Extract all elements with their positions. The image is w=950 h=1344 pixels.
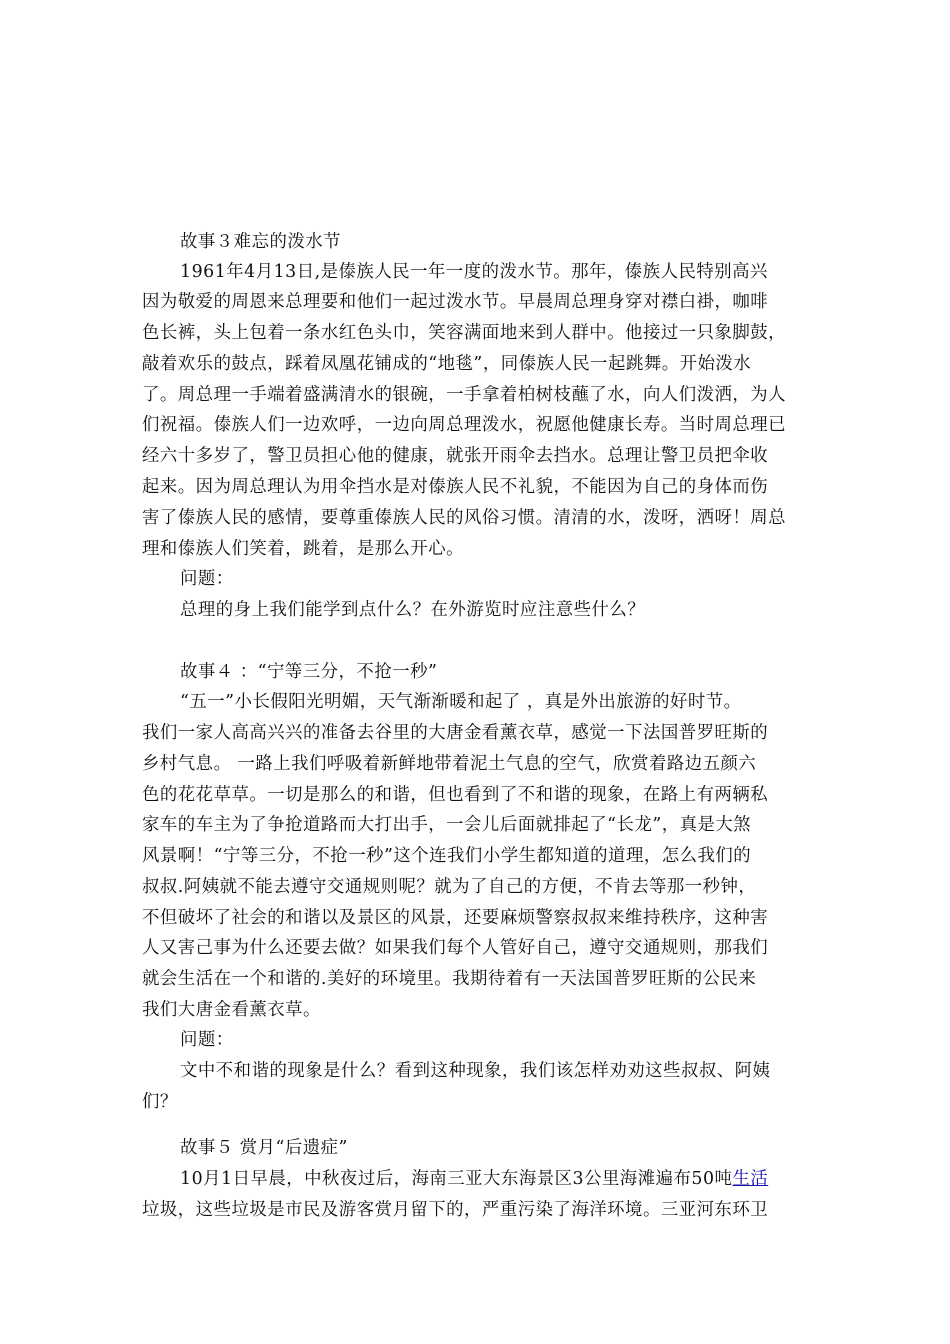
story4-line: 乡村气息。 一路上我们呼吸着新鲜地带着泥土气息的空气，欣赏着路边五颜六 [142,754,757,774]
life-link[interactable]: 生活 [732,1169,769,1189]
story4-line: 风景啊！“宁等三分，不抢一秒”这个连我们小学生都知道的道理，怎么我们的 [142,846,752,866]
story4-line: 叔叔.阿姨就不能去遵守交通规则呢？就为了自己的方便，不肯去等那一秒钟， [142,877,757,897]
story4-line: 就会生活在一个和谐的.美好的环境里。我期待着有一天法国普罗旺斯的公民来 [142,969,757,989]
story4-title: 故事４ ：“宁等三分，不抢一秒” [180,662,438,682]
story4-line: 我们大唐金看薰衣草。 [142,1000,321,1020]
story4-line: “五一”小长假阳光明媚，天气渐渐暖和起了 ，真是外出旅游的好时节。 [180,692,742,712]
story3-line: 色长裤，头上包着一条水红色头巾，笑容满面地来到人群中。他接过一只象脚鼓， [142,323,787,343]
story3-question-label: 问题： [180,569,234,589]
story5-line: 垃圾，这些垃圾是市民及游客赏月留下的，严重污染了海洋环境。三亚河东环卫 [142,1200,769,1220]
story3-line: 因为敬爱的周恩来总理要和他们一起过泼水节。早晨周总理身穿对襟白褂，咖啡 [142,292,769,312]
story4-question-label: 问题： [180,1030,234,1050]
story3-line: 经六十多岁了，警卫员担心他的健康，就张开雨伞去挡水。总理让警卫员把伞收 [142,446,769,466]
story5-line-text: 10月1日早晨，中秋夜过后，海南三亚大东海景区3公里海滩遍布50吨 [180,1169,733,1189]
story4-line: 人又害己事为什么还要去做？如果我们每个人管好自己，遵守交通规则，那我们 [142,938,769,958]
story3-question: 总理的身上我们能学到点什么？在外游览时应注意些什么？ [180,600,646,620]
story3-line: 起来。因为周总理认为用伞挡水是对傣族人民不礼貌，不能因为自己的身体而伤 [142,477,769,497]
story3-line: 理和傣族人们笑着，跳着，是那么开心。 [142,539,465,559]
story4-line: 色的花花草草。一切是那么的和谐，但也看到了不和谐的现象，在路上有两辆私 [142,785,769,805]
story4-line: 家车的车主为了争抢道路而大打出手，一会儿后面就排起了“长龙”，真是大煞 [142,815,752,835]
story3-line: 了。周总理一手端着盛满清水的银碗，一手拿着柏树枝蘸了水，向人们泼洒，为人 [142,385,787,405]
story4-question: 文中不和谐的现象是什么？看到这种现象，我们该怎样劝劝这些叔叔、阿姨 [180,1061,771,1081]
story4-line: 不但破坏了社会的和谐以及景区的风景，还要麻烦警察叔叔来维持秩序，这种害 [142,908,769,928]
story4-question: 们？ [142,1092,178,1112]
story5-line [180,1169,850,1189]
story5-title: 故事５ 赏月“后遗症” [180,1138,348,1158]
story3-title: 故事３难忘的泼水节 [180,232,342,252]
story3-line: 敲着欢乐的鼓点，踩着凤凰花铺成的“地毯”，同傣族人民一起跳舞。开始泼水 [142,354,752,374]
story3-line: 们祝福。傣族人们一边欢呼，一边向周总理泼水，祝愿他健康长寿。当时周总理已 [142,415,787,435]
story3-line: 1961年4月13日,是傣族人民一年一度的泼水节。那年，傣族人民特别高兴 [180,262,768,282]
story4-line: 我们一家人高高兴兴的准备去谷里的大唐金看薰衣草，感觉一下法国普罗旺斯的 [142,723,769,743]
story3-line: 害了傣族人民的感情，要尊重傣族人民的风俗习惯。清清的水，泼呀，洒呀！周总 [142,508,787,528]
